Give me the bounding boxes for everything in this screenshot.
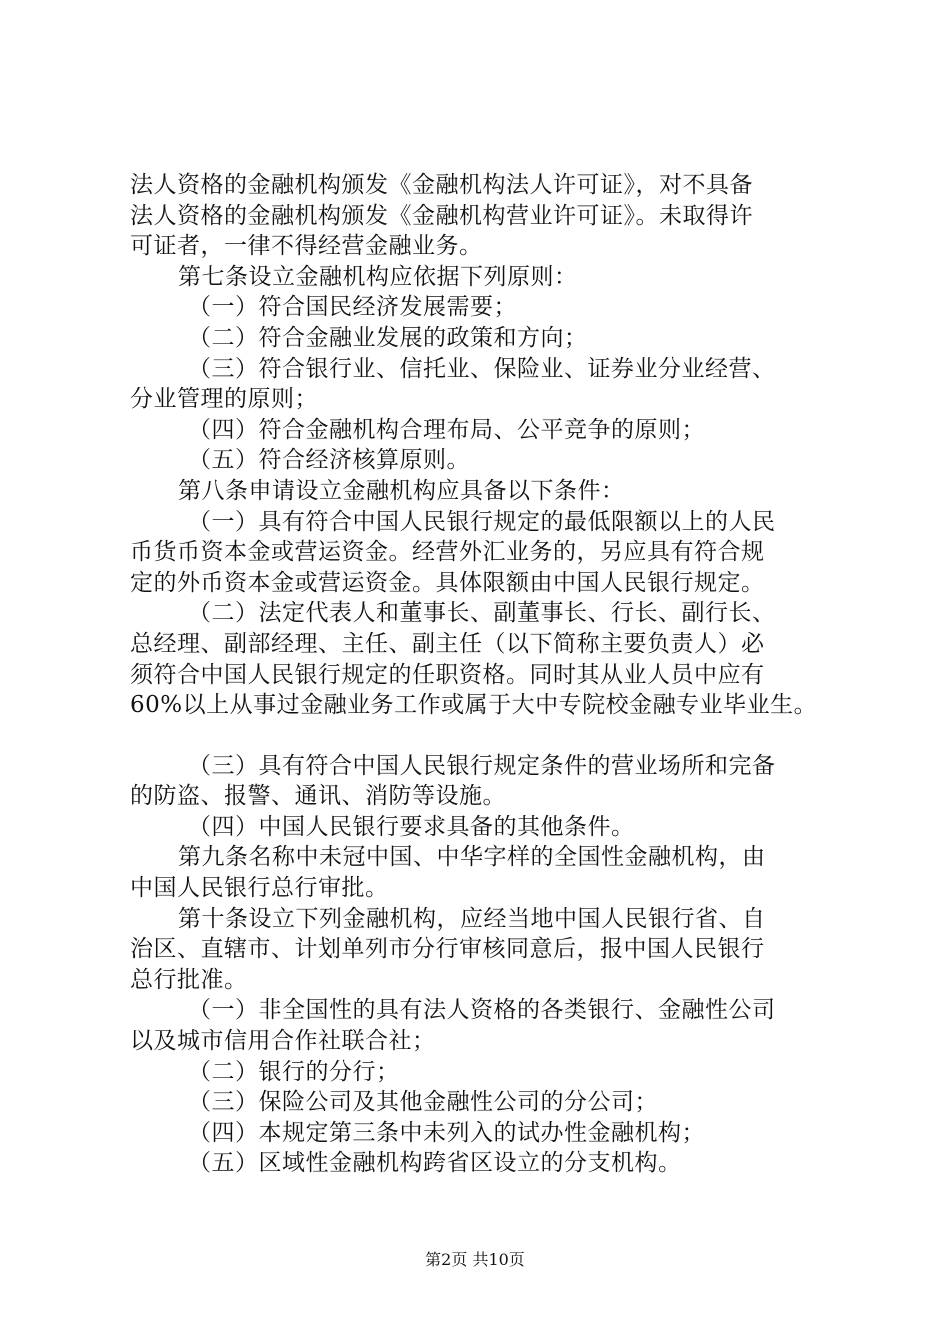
article-heading: 第八条申请设立金融机构应具备以下条件：: [178, 477, 625, 504]
list-item: （五）符合经济核算原则。: [188, 447, 470, 474]
text-line: 中国人民银行总行审批。: [130, 875, 389, 902]
text-line: 总行批准。: [130, 966, 248, 993]
article-heading: 第九条名称中未冠中国、中华字样的全国性金融机构，由: [178, 844, 766, 871]
document-body: [130, 170, 835, 1179]
text-line: 币货币资本金或营运资金。经营外汇业务的，另应具有符合规: [130, 539, 765, 566]
article-heading: 第七条设立金融机构应依据下列原则：: [178, 263, 578, 290]
list-item: （一）符合国民经济发展需要；: [188, 294, 517, 321]
text-line: 法人资格的金融机构颁发《金融机构营业许可证》。未取得许: [130, 202, 753, 229]
list-item: （二）银行的分行；: [188, 1058, 400, 1085]
list-item: （三）符合银行业、信托业、保险业、证券业分业经营、: [188, 355, 776, 382]
list-item: （三）具有符合中国人民银行规定条件的营业场所和完备: [188, 752, 776, 779]
text-line: 总经理、副部经理、主任、副主任（以下简称主要负责人）必: [130, 630, 765, 657]
text-line: 须符合中国人民银行规定的任职资格。同时其从业人员中应有: [130, 661, 765, 688]
text-line: 60%以上从事过金融业务工作或属于大中专院校金融专业毕业生。: [130, 692, 818, 719]
list-item: （二）法定代表人和董事长、副董事长、行长、副行长、: [188, 600, 776, 627]
article-heading: 第十条设立下列金融机构，应经当地中国人民银行省、自: [178, 905, 766, 932]
text-line: 治区、直辖市、计划单列市分行审核同意后，报中国人民银行: [130, 936, 765, 963]
text-line: 以及城市信用合作社联合社；: [130, 1028, 436, 1055]
text-line: 的防盗、报警、通讯、消防等设施。: [130, 783, 506, 810]
page-number: 第2页 共10页: [425, 1250, 525, 1269]
list-item: （二）符合金融业发展的政策和方向；: [188, 324, 588, 351]
list-item: （一）具有符合中国人民银行规定的最低限额以上的人民: [188, 508, 776, 535]
list-item: （五）区域性金融机构跨省区设立的分支机构。: [188, 1150, 682, 1177]
list-item: （四）中国人民银行要求具备的其他条件。: [188, 813, 635, 840]
list-item: （三）保险公司及其他金融性公司的分公司；: [188, 1089, 658, 1116]
list-item: （四）符合金融机构合理布局、公平竞争的原则；: [188, 416, 705, 443]
paragraph-gap: [130, 721, 835, 751]
list-item: （一）非全国性的具有法人资格的各类银行、金融性公司: [188, 997, 776, 1024]
text-line: 分业管理的原则；: [130, 386, 318, 413]
text-line: 可证者，一律不得经营金融业务。: [130, 233, 483, 260]
text-line: 法人资格的金融机构颁发《金融机构法人许可证》，对不具备: [130, 172, 753, 198]
text-line: 定的外币资本金或营运资金。具体限额由中国人民银行规定。: [130, 569, 765, 596]
list-item: （四）本规定第三条中未列入的试办性金融机构；: [188, 1119, 705, 1146]
